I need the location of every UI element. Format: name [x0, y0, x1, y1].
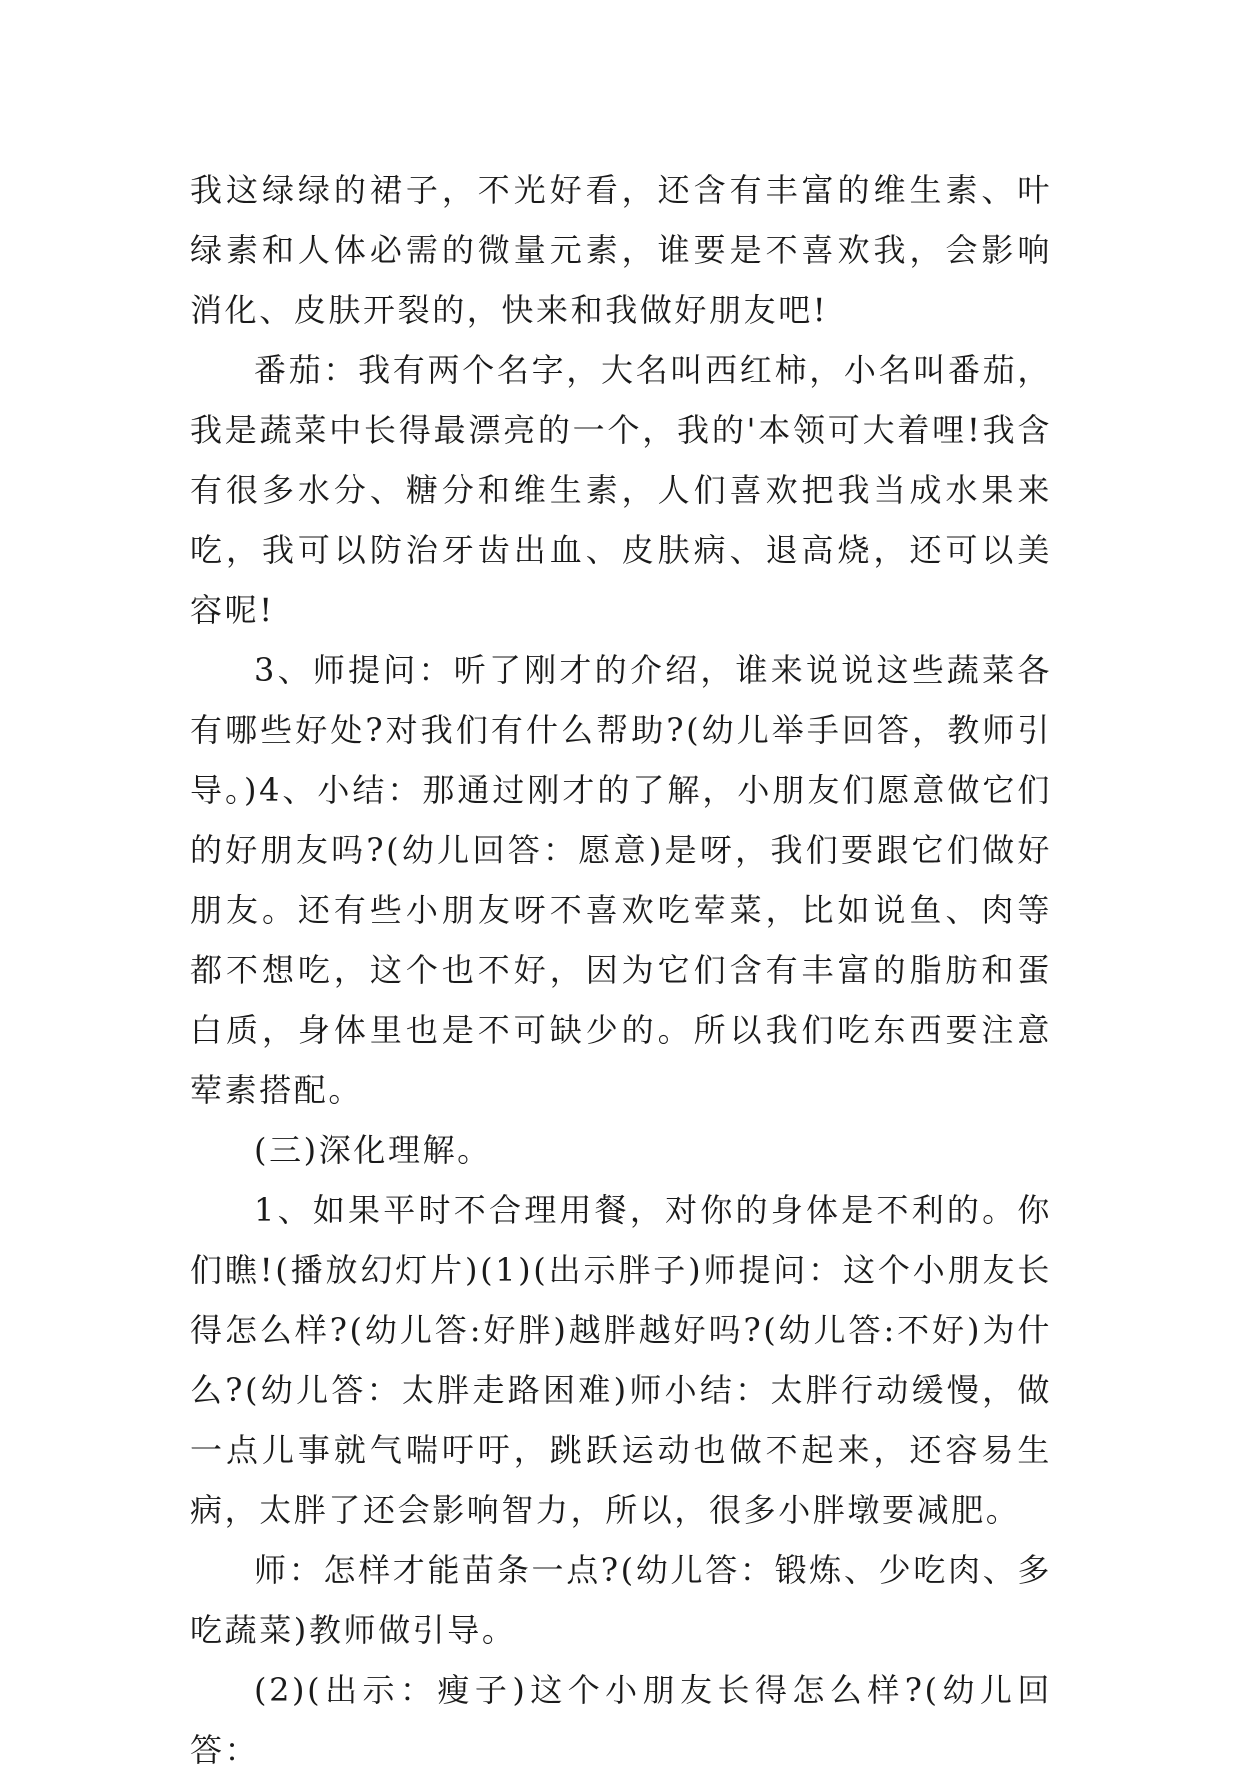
document-body — [190, 160, 1052, 1780]
paragraph-thin-child-discussion: (2)(出示：瘦子)这个小朋友长得怎么样?(幼儿回答： — [190, 1671, 1052, 1769]
paragraph-slimming-question: 师：怎样才能苗条一点?(幼儿答：锻炼、少吃肉、多吃蔬菜)教师做引导。 — [190, 1551, 1052, 1649]
paragraph-teacher-question-summary: 3、师提问：听了刚才的介绍，谁来说说这些蔬菜各有哪些好处?对我们有什么帮助?(幼儿举手回答，教师引导。)4、小结：那通过刚才的了解，小朋友们愿意做它们的好朋友吗?(幼儿回答：愿意)是呀，我们要跟它们做好朋友。还有些小朋友呀不喜欢吃荤菜，比如说鱼、肉等都不想吃，这个也不好，因为它们含有丰富的脂肪和蛋白质，身体里也是不可缺少的。所以我们吃东西要注意荤素搭配。 — [190, 651, 1052, 1109]
paragraph-spinach-intro: 我这绿绿的裙子，不光好看，还含有丰富的维生素、叶绿素和人体必需的微量元素，谁要是不喜欢我，会影响消化、皮肤开裂的，快来和我做好朋友吧! — [190, 171, 1052, 329]
section-heading-deepen-understanding: (三)深化理解。 — [254, 1131, 492, 1169]
paragraph-fat-child-discussion: 1、如果平时不合理用餐，对你的身体是不利的。你们瞧!(播放幻灯片)(1)(出示胖子)师提问：这个小朋友长得怎么样?(幼儿答:好胖)越胖越好吗?(幼儿答:不好)为什么?(幼儿答：太胖走路困难)师小结：太胖行动缓慢，做一点儿事就气喘吁吁，跳跃运动也做不起来，还容易生病，太胖了还会影响智力，所以，很多小胖墩要减肥。 — [190, 1191, 1052, 1529]
paragraph-tomato-intro: 番茄：我有两个名字，大名叫西红柿，小名叫番茄，我是蔬菜中长得最漂亮的一个，我的'本领可大着哩!我含有很多水分、糖分和维生素，人们喜欢把我当成水果来吃，我可以防治牙齿出血、皮肤病、退高烧，还可以美容呢! — [190, 351, 1052, 629]
